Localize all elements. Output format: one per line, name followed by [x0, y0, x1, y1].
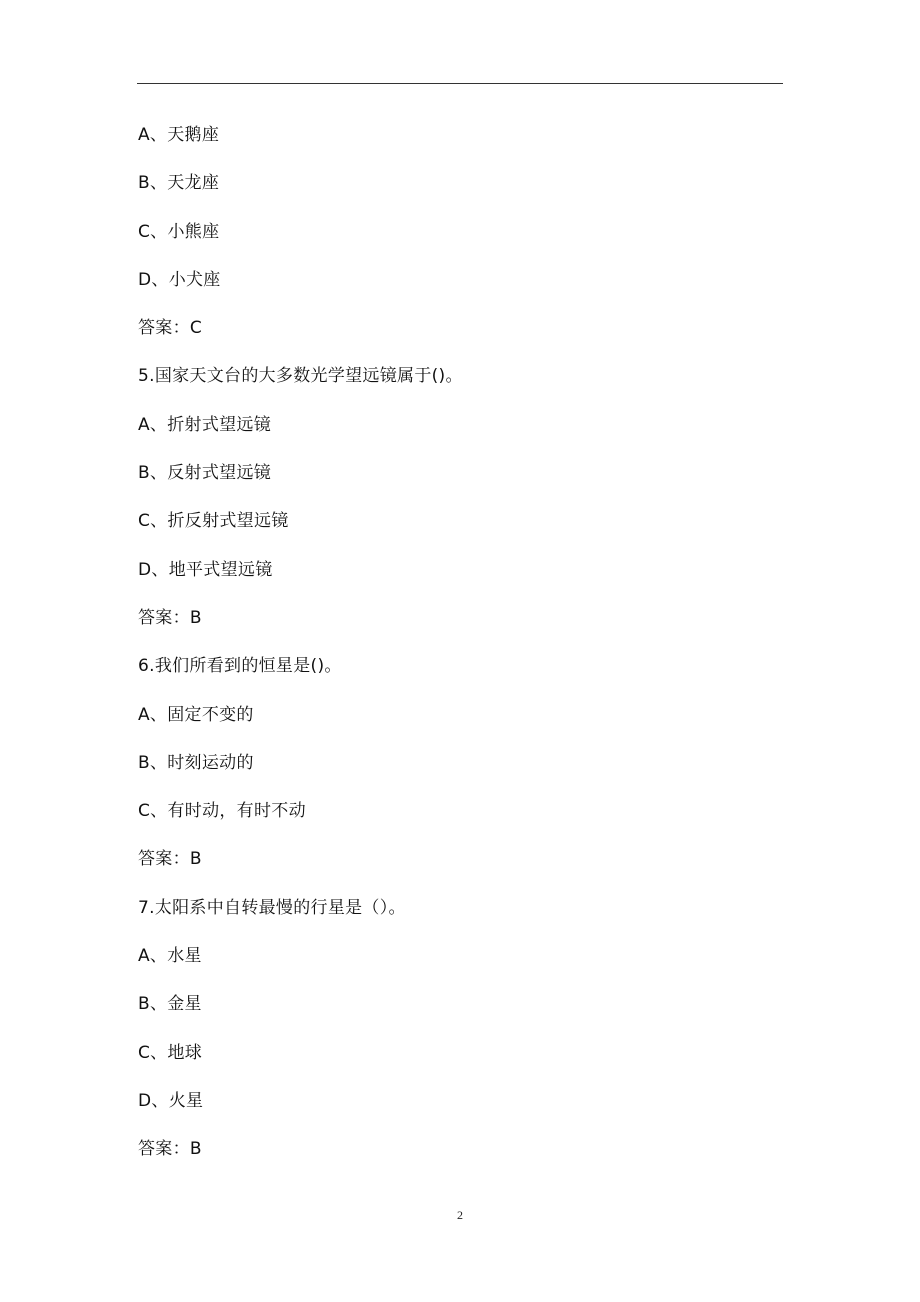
option-c-q5: C、折反射式望远镜 — [138, 511, 289, 532]
option-c-q4: C、小熊座 — [138, 221, 220, 242]
option-b-q4: B、天龙座 — [138, 173, 220, 194]
option-b-q5: B、反射式望远镜 — [138, 463, 272, 484]
option-a-q6: A、固定不变的 — [138, 704, 254, 725]
option-d-q4: D、小犬座 — [138, 269, 221, 290]
page-number: 2 — [457, 1208, 463, 1222]
answer-q6: 答案：B — [138, 849, 202, 870]
question-6: 6.我们所看到的恒星是()。 — [138, 656, 342, 677]
answer-q7: 答案：B — [138, 1139, 202, 1160]
question-5: 5.国家天文台的大多数光学望远镜属于()。 — [138, 366, 463, 387]
document-body — [138, 118, 784, 1181]
option-a-q4: A、天鹅座 — [138, 125, 220, 145]
option-a-q5: A、折射式望远镜 — [138, 414, 272, 435]
answer-q4: 答案：C — [138, 318, 203, 339]
answer-q5: 答案：B — [138, 607, 202, 628]
header-rule — [137, 83, 783, 84]
option-b-q6: B、时刻运动的 — [138, 752, 254, 773]
option-b-q7: B、金星 — [138, 994, 202, 1015]
option-c-q6: C、有时动，有时不动 — [138, 801, 306, 822]
option-d-q7: D、火星 — [138, 1090, 204, 1111]
option-c-q7: C、地球 — [138, 1042, 203, 1063]
option-a-q7: A、水星 — [138, 946, 202, 967]
question-7: 7.太阳系中自转最慢的行星是（）。 — [138, 897, 406, 918]
option-d-q5: D、地平式望远镜 — [138, 559, 273, 580]
